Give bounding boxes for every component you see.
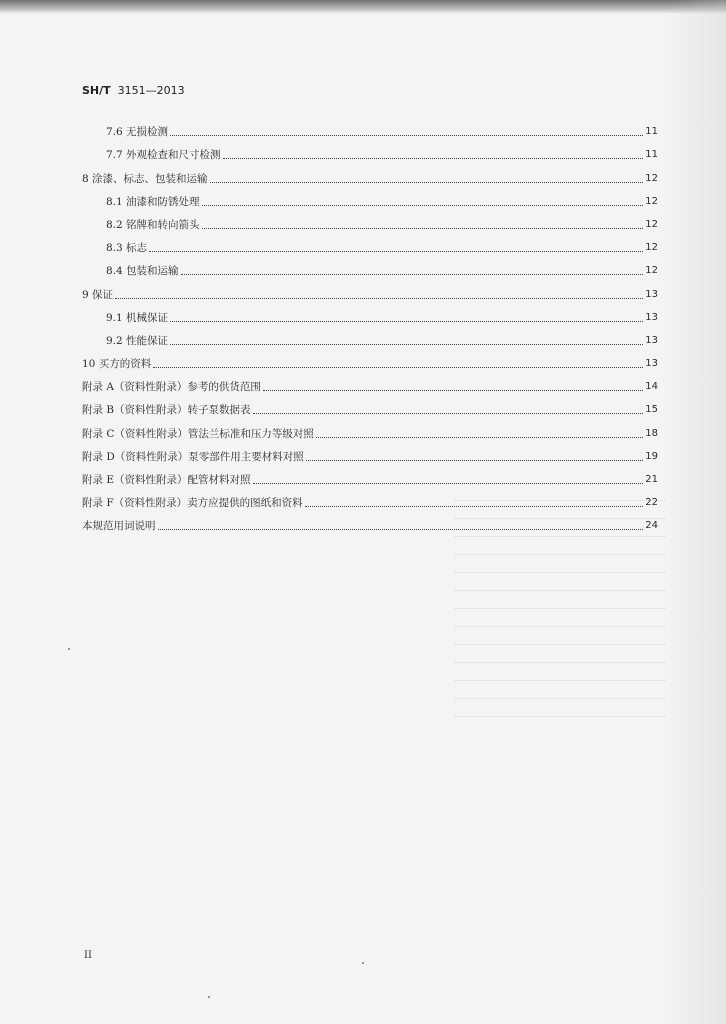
toc-entry-page: 12 bbox=[645, 218, 658, 230]
toc-entry bbox=[80, 441, 658, 464]
toc-entry-page: 21 bbox=[645, 474, 658, 485]
scan-speck bbox=[362, 962, 364, 964]
toc-entry-title: 附录 F（资料性附录）卖方应提供的图纸和资料 bbox=[82, 497, 303, 510]
toc-entry bbox=[80, 186, 658, 209]
toc-entry bbox=[80, 371, 658, 394]
toc-leader-dots bbox=[306, 460, 644, 461]
toc-entry-page: 13 bbox=[645, 358, 658, 370]
toc-entry-title: 本规范用词说明 bbox=[82, 520, 156, 533]
page-number: II bbox=[84, 950, 92, 961]
toc-leader-dots bbox=[170, 344, 643, 345]
toc-leader-dots bbox=[170, 321, 643, 322]
toc-leader-dots bbox=[305, 506, 644, 507]
toc-leader-dots bbox=[316, 437, 643, 438]
toc-entry-page: 11 bbox=[645, 149, 658, 161]
toc-leader-dots bbox=[149, 251, 643, 252]
table-of-contents bbox=[80, 116, 658, 533]
toc-entry-title: 附录 D（资料性附录）泵零部件用主要材料对照 bbox=[82, 450, 304, 463]
toc-entry bbox=[80, 302, 658, 325]
toc-leader-dots bbox=[115, 298, 643, 299]
toc-leader-dots bbox=[253, 413, 644, 414]
toc-entry-title: 8 涂漆、标志、包装和运输 bbox=[82, 172, 208, 185]
toc-entry bbox=[80, 139, 658, 162]
toc-leader-dots bbox=[202, 205, 644, 206]
scan-margin-shadow bbox=[666, 0, 726, 1024]
toc-entry-title: 附录 B（资料性附录）转子泵数据表 bbox=[82, 404, 251, 417]
toc-leader-dots bbox=[202, 228, 644, 229]
toc-entry bbox=[80, 232, 658, 255]
toc-entry bbox=[80, 394, 658, 417]
standard-number: 3151—2013 bbox=[117, 84, 185, 97]
toc-entry-title: 10 买方的资料 bbox=[82, 358, 152, 371]
scan-speck bbox=[68, 648, 70, 650]
toc-entry-page: 13 bbox=[645, 334, 658, 346]
toc-entry-page: 12 bbox=[645, 172, 658, 184]
scan-edge-shadow bbox=[0, 0, 726, 14]
toc-entry-page: 24 bbox=[645, 520, 658, 532]
toc-entry-title: 8.4 包装和运输 bbox=[106, 265, 179, 278]
toc-entry-title: 9.1 机械保证 bbox=[106, 311, 169, 324]
toc-entry bbox=[80, 209, 658, 232]
toc-entry-page: 12 bbox=[645, 265, 658, 277]
toc-entry-title: 9 保证 bbox=[82, 288, 114, 301]
toc-leader-dots bbox=[153, 367, 643, 368]
toc-entry bbox=[80, 487, 658, 510]
toc-entry bbox=[80, 348, 658, 371]
document-header bbox=[82, 84, 185, 97]
toc-leader-dots bbox=[253, 483, 644, 484]
scan-speck bbox=[208, 996, 210, 998]
standard-code: SH/T bbox=[82, 84, 111, 97]
toc-entry bbox=[80, 510, 658, 533]
toc-entry-page: 22 bbox=[645, 497, 658, 509]
toc-leader-dots bbox=[223, 158, 644, 159]
toc-entry bbox=[80, 464, 658, 487]
toc-entry-title: 7.7 外观检查和尺寸检测 bbox=[106, 149, 221, 162]
toc-entry-page: 18 bbox=[645, 427, 658, 439]
toc-entry-title: 8.2 铭牌和转向箭头 bbox=[106, 218, 200, 231]
toc-entry bbox=[80, 278, 658, 301]
toc-entry bbox=[80, 116, 658, 139]
toc-leader-dots bbox=[181, 274, 644, 275]
toc-leader-dots bbox=[170, 135, 643, 136]
toc-entry bbox=[80, 417, 658, 440]
toc-entry-title: 9.2 性能保证 bbox=[106, 334, 169, 347]
toc-entry-page: 15 bbox=[645, 404, 658, 416]
toc-entry-title: 8.3 标志 bbox=[106, 242, 148, 255]
toc-entry bbox=[80, 255, 658, 278]
toc-entry-page: 12 bbox=[645, 242, 658, 254]
toc-leader-dots bbox=[263, 390, 643, 391]
toc-entry-title: 7.6 无损检测 bbox=[106, 126, 169, 139]
toc-entry-title: 附录 E（资料性附录）配管材料对照 bbox=[82, 474, 251, 486]
toc-entry-page: 14 bbox=[645, 381, 658, 393]
toc-entry-page: 13 bbox=[645, 288, 658, 300]
toc-entry-page: 19 bbox=[645, 450, 658, 462]
toc-entry-title: 附录 A（资料性附录）参考的供货范围 bbox=[82, 381, 261, 394]
toc-entry bbox=[80, 325, 658, 348]
toc-leader-dots bbox=[210, 182, 644, 183]
toc-entry-page: 13 bbox=[645, 311, 658, 323]
toc-entry-title: 附录 C（资料性附录）管法兰标准和压力等级对照 bbox=[82, 427, 314, 440]
toc-entry bbox=[80, 162, 658, 185]
toc-entry-page: 11 bbox=[645, 126, 658, 138]
toc-leader-dots bbox=[158, 529, 644, 530]
bleed-through-text bbox=[455, 500, 665, 740]
toc-entry-page: 12 bbox=[645, 195, 658, 207]
toc-entry-title: 8.1 油漆和防锈处理 bbox=[106, 195, 200, 208]
